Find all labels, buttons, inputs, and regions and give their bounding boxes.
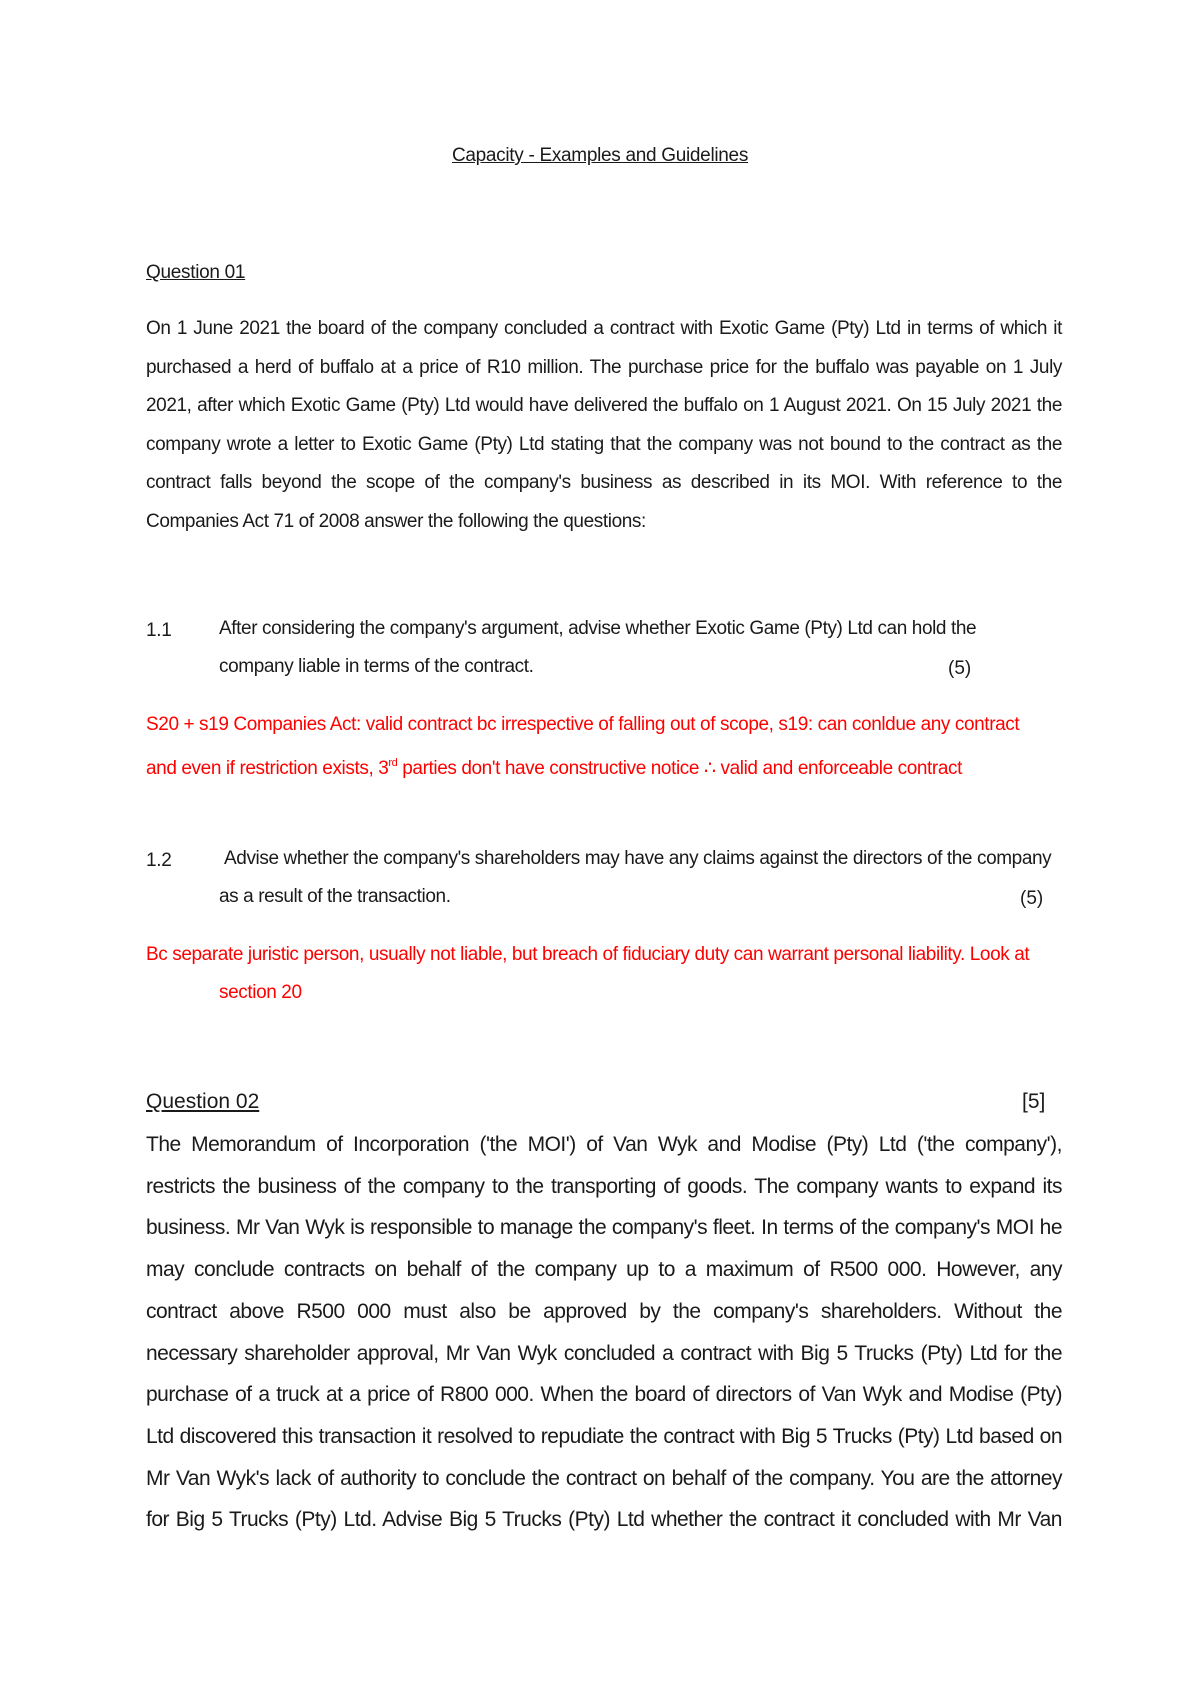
subquestion-1-2-line: as a result of the transaction. — [219, 886, 451, 907]
subquestion-1-2-text — [219, 840, 1052, 916]
subquestion-1-1-line: After considering the company's argument, advise whether Exotic Game (Pty) Ltd can hold the — [219, 618, 977, 639]
subquestion-1-1-text — [219, 610, 976, 686]
question-01-intro: On 1 June 2021 the board of the company concluded a contract with Exotic Game (Pty) Ltd in terms of which it purchased a herd of buffalo at a price of R10 million. The purchase price for the buffalo was payable on 1 July 2021, after which Exotic Game (Pty) Ltd would have delivered the buffalo on 1 August 2021. On 15 July 2021 the company wrote a letter to Exotic Game (Pty) Ltd stating that the company was not bound to the contract as the contract falls beyond the scope of the company's business as described in its MOI. With reference to the Companies Act 71 of 2008 answer the following the questions: — [146, 318, 1062, 532]
subquestion-1-1-marks: (5) — [948, 658, 972, 679]
answer-1-2-line: Bc separate juristic person, usually not liable, but breach of fiduciary duty can warrant personal liability. Look at — [146, 944, 1030, 965]
document-title: Capacity - Examples and Guidelines — [451, 145, 749, 166]
question-02-line: contract above R500 000 must also be approved by the company's shareholders. Without the — [146, 1299, 1062, 1323]
subquestion-1-2-number: 1.2 — [146, 850, 172, 871]
question-02-line: business. Mr Van Wyk is responsible to manage the company's fleet. In terms of the company's MOI he — [146, 1216, 1062, 1240]
answer-1-1 — [146, 706, 1019, 788]
question-01-heading: Question 01 — [146, 262, 246, 283]
answer-1-1-text-a: and even if restriction exists, 3 — [146, 758, 389, 779]
question-02-heading: Question 02 — [146, 1090, 260, 1113]
question-02-line: restricts the business of the company to the transporting of goods. The company wants to expand its — [146, 1174, 1062, 1198]
subquestion-1-2-marks: (5) — [1020, 888, 1044, 909]
question-02-line: Ltd discovered this transaction it resolved to repudiate the contract with Big 5 Trucks (Pty) Ltd based on — [146, 1424, 1062, 1448]
question-02-line: necessary shareholder approval, Mr Van Wyk concluded a contract with Big 5 Trucks (Pty) Ltd for the — [146, 1341, 1062, 1365]
answer-1-1-text-b: parties don't have constructive notice ∴ valid and enforceable contract — [397, 758, 963, 779]
question-02-line: for Big 5 Trucks (Pty) Ltd. Advise Big 5 Trucks (Pty) Ltd whether the contract it concluded with Mr Van — [146, 1508, 1062, 1532]
answer-1-2-line: section 20 — [219, 982, 302, 1003]
subquestion-1-1-line: company liable in terms of the contract. — [219, 656, 534, 677]
answer-1-1-line: S20 + s19 Companies Act: valid contract bc irrespective of falling out of scope, s19: can conldue any contract — [146, 714, 1020, 735]
question-02-marks: [5] — [1022, 1090, 1046, 1113]
subquestion-1-2-line: Advise whether the company's shareholders may have any claims against the directors of the company — [224, 848, 1052, 869]
question-02-line: may conclude contracts on behalf of the company up to a maximum of R500 000. However, any — [146, 1258, 1062, 1282]
question-02-line: Mr Van Wyk's lack of authority to conclude the contract on behalf of the company. You are the attorney — [146, 1466, 1062, 1490]
question-02-line: purchase of a truck at a price of R800 000. When the board of directors of Van Wyk and Modise (Pty) — [146, 1383, 1062, 1407]
question-02-text — [146, 1124, 1062, 1541]
answer-1-1-line — [146, 744, 1019, 788]
ordinal-suffix: rd — [388, 757, 398, 769]
answer-1-2 — [146, 936, 1029, 1012]
question-02-line: The Memorandum of Incorporation ('the MOI') of Van Wyk and Modise (Pty) Ltd ('the company'), — [146, 1133, 1062, 1156]
subquestion-1-1-number: 1.1 — [146, 620, 172, 641]
